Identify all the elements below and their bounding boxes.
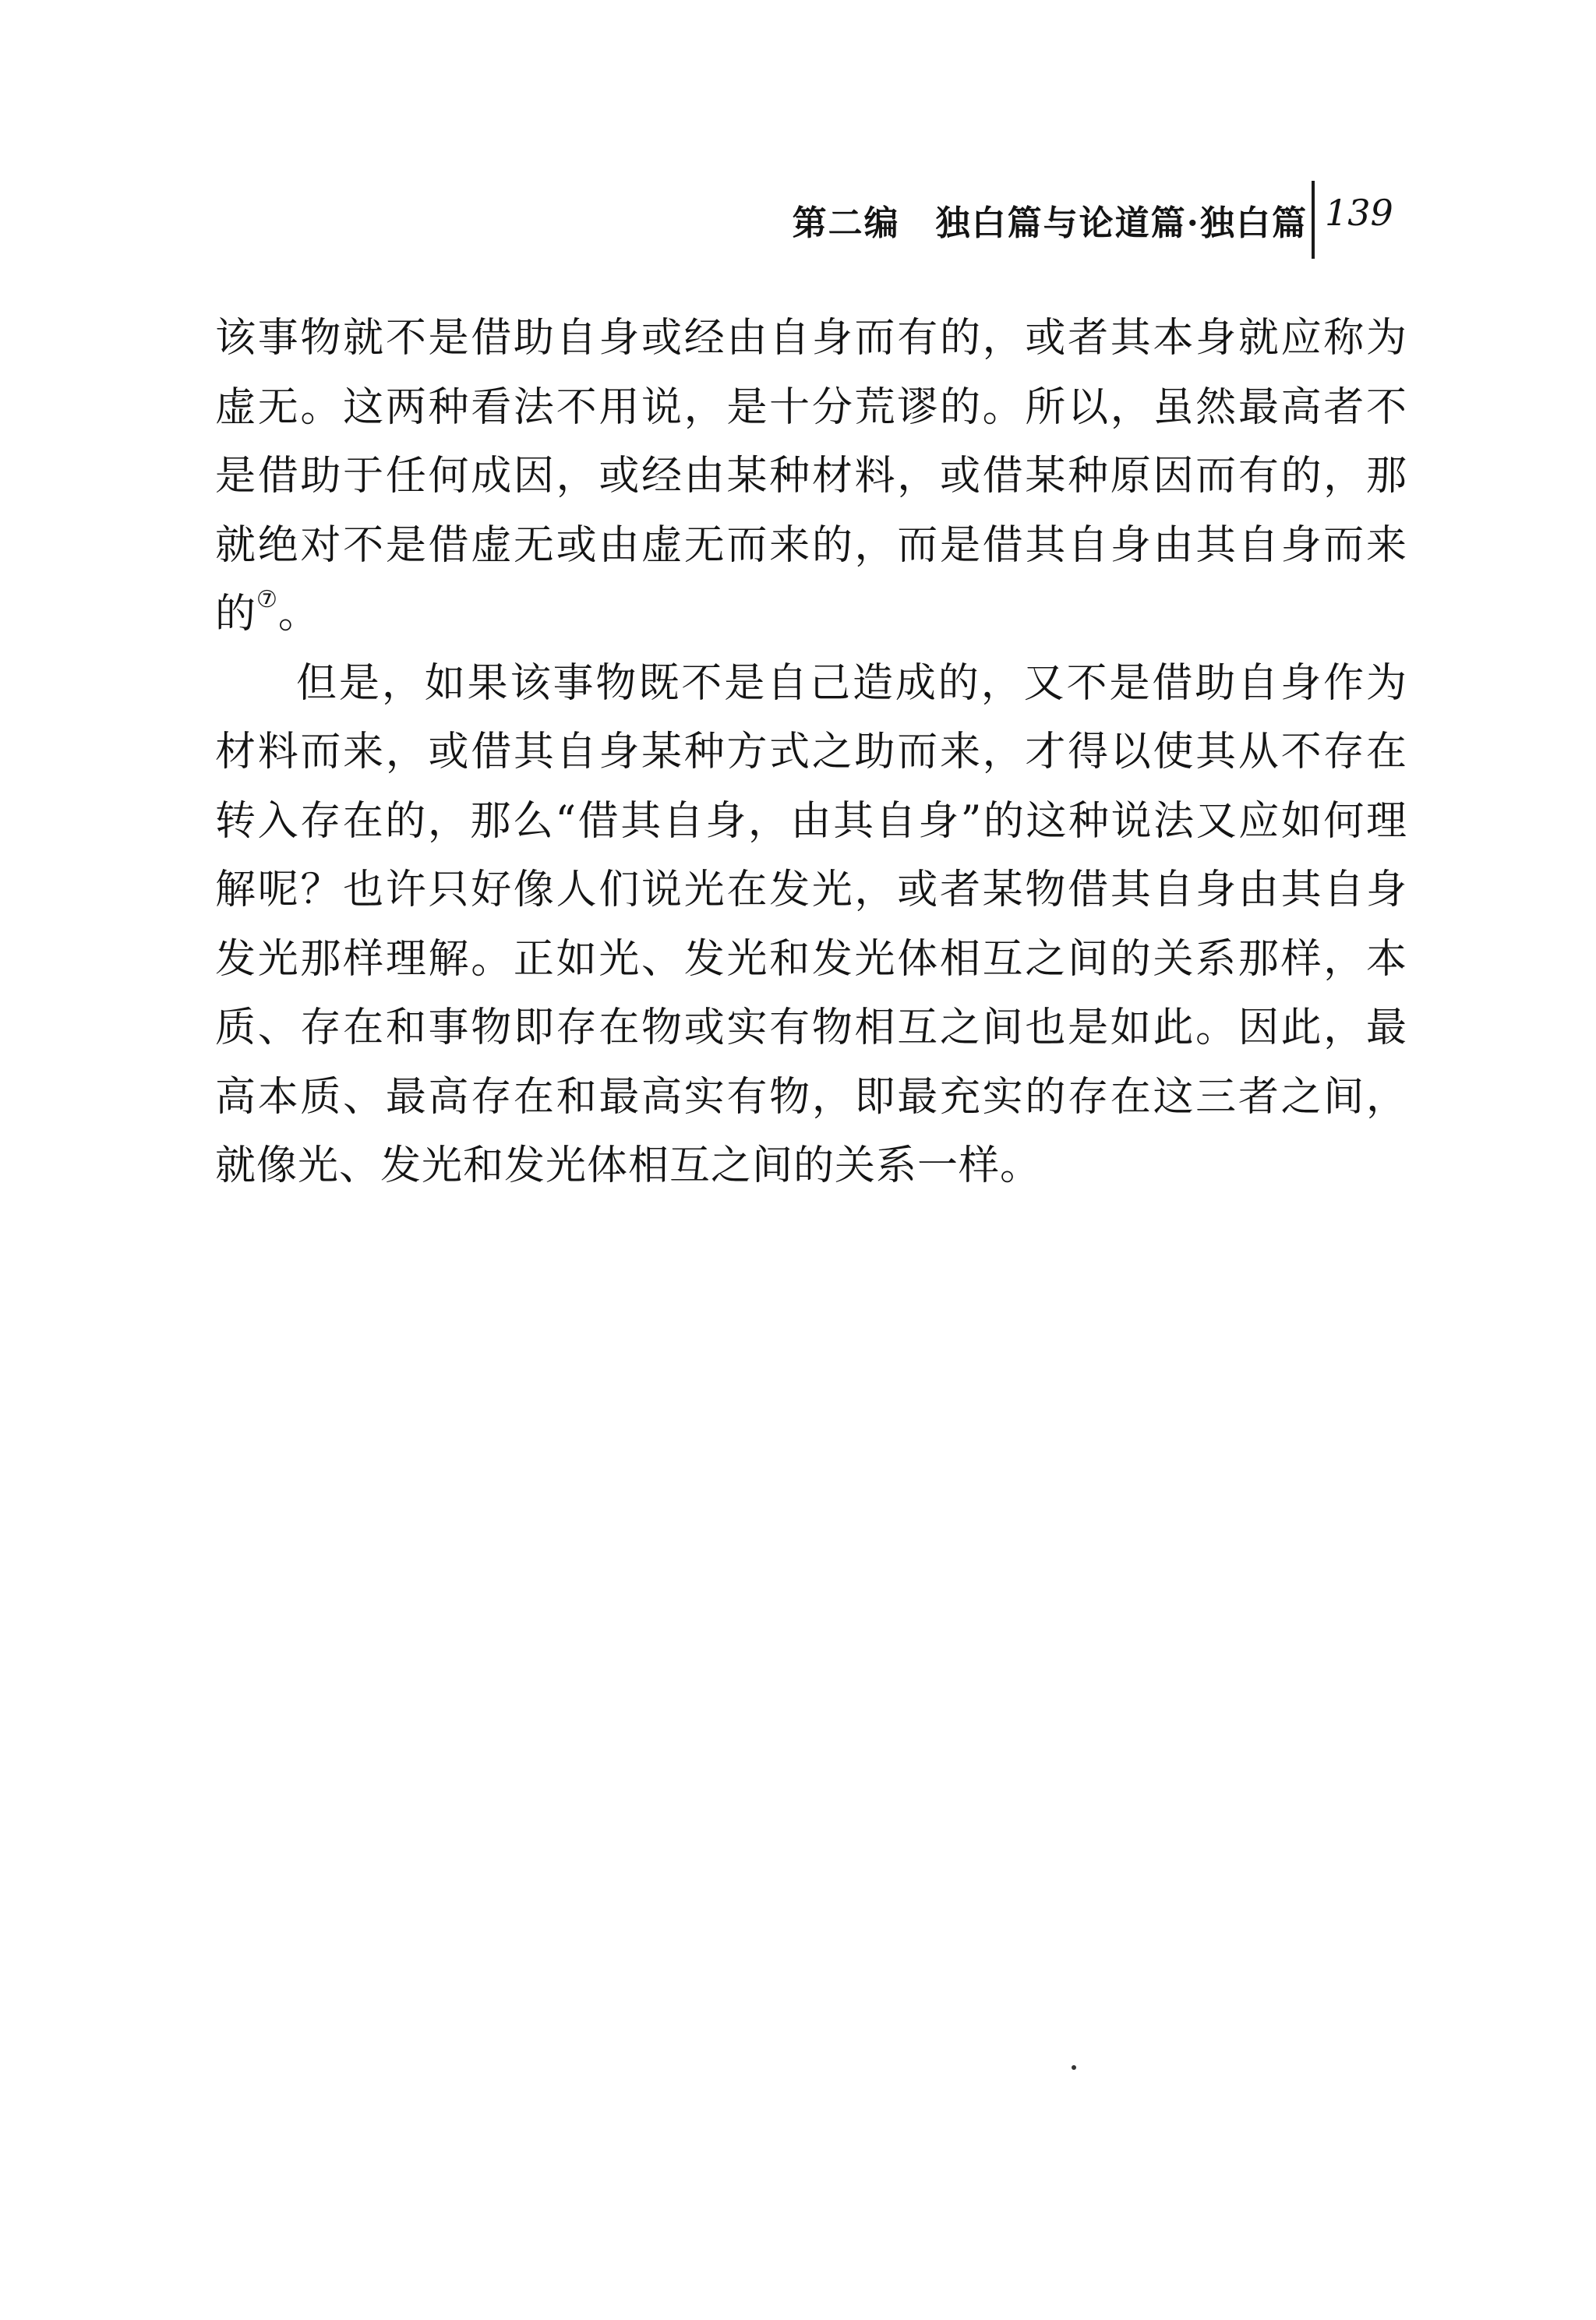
paragraph-1 <box>215 304 1407 649</box>
scan-speck <box>1072 2065 1076 2070</box>
paragraph-2 <box>215 649 1407 1201</box>
page-number: 139 <box>1325 192 1393 234</box>
footnote-ref-7: ⑦ <box>256 586 278 613</box>
paragraph-2-text: 但是，如果该事物既不是自己造成的，又不是借助自身作为材料而来，或借其自身某种方式之助而来，才得以使其从不存在转入存在的，那么“借其自身，由其自身”的这种说法又应如何理解呢？也许只好像人们说光在发光，或者某物借其自身由其自身发光那样理解。正如光、发光和发光体相互之间的关系那样，本质、存在和事物即存在物或实有物相互之间也是如此。因此，最高本质、最高存在和最高实有物，即最充实的存在这三者之间，就像光、发光和发光体相互之间的关系一样。 <box>215 659 1407 1189</box>
running-header <box>748 181 1403 267</box>
body-text <box>215 304 1407 1201</box>
running-header-title: 第二编 独白篇与论道篇·独白篇 <box>792 203 1308 243</box>
header-divider <box>1312 181 1315 259</box>
paragraph-1-tail: 。 <box>277 591 320 637</box>
paragraph-1-text: 该事物就不是借助自身或经由自身而有的，或者其本身就应称为虚无。这两种看法不用说，是十分荒谬的。所以，虽然最高者不是借助于任何成因，或经由某种材料，或借某种原因而有的，那就绝对不是借虚无或由虚无而来的，而是借其自身由其自身而来的 <box>215 315 1407 637</box>
